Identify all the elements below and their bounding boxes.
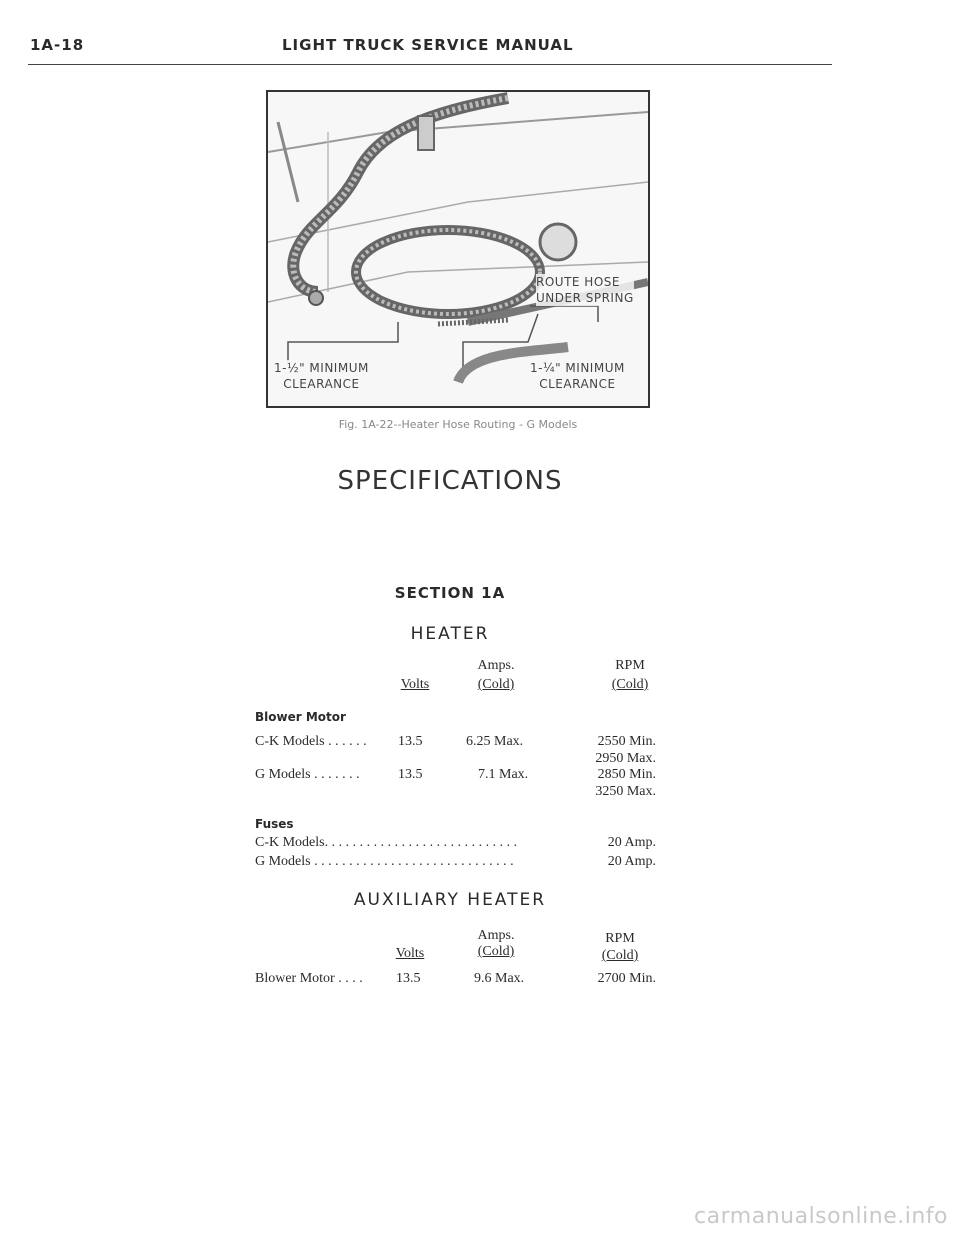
aux-col-volts: Volts [395, 946, 425, 961]
callout-route-hose: ROUTE HOSE UNDER SPRING [536, 275, 634, 305]
aux-col-rpm-1: RPM [605, 931, 635, 946]
heater-row-volts: 13.5 [398, 767, 423, 782]
heater-row-amps: 6.25 Max. [466, 734, 524, 749]
aux-col-amps-2: (Cold) [477, 944, 515, 959]
heater-col-amps-1: Amps. [477, 658, 515, 673]
heater-row-rpm: 2850 Min. [597, 767, 656, 782]
specifications-title: SPECIFICATIONS [337, 466, 563, 496]
aux-col-amps-1: Amps. [477, 928, 515, 943]
aux-row-label: Blower Motor . . . . [255, 971, 363, 986]
aux-row-rpm: 2700 Min. [597, 971, 656, 986]
callout-left-clearance: 1-½" MINIMUM CLEARANCE [274, 361, 369, 391]
watermark: carmanualsonline.info [694, 1204, 948, 1229]
aux-row-volts: 13.5 [396, 971, 421, 986]
heater-col-volts: Volts [400, 677, 430, 692]
heater-row-rpm: 2950 Max. [595, 751, 656, 766]
page-number: 1A-18 [30, 36, 85, 54]
heater-row-volts: 13.5 [398, 734, 423, 749]
heater-col-rpm-1: RPM [615, 658, 645, 673]
heater-title: HEATER [410, 624, 490, 644]
heater-hose-illustration [268, 92, 648, 406]
heater-row-rpm: 3250 Max. [595, 784, 656, 799]
fuse-row-model: C-K Models. . . . . . . . . . . . . . . . . . . . . . . . . . . . [255, 835, 518, 850]
heater-row-model: G Models . . . . . . . [255, 767, 360, 782]
aux-row-amps: 9.6 Max. [474, 971, 525, 986]
figure-caption: Fig. 1A-22--Heater Hose Routing - G Models [338, 418, 578, 431]
fuse-row-value: 20 Amp. [607, 854, 656, 869]
heater-hose-figure [266, 90, 650, 408]
callout-right-clearance: 1-¼" MINIMUM CLEARANCE [530, 361, 625, 391]
aux-col-rpm-2: (Cold) [601, 948, 639, 963]
heater-row-amps: 7.1 Max. [478, 767, 529, 782]
blower-motor-label: Blower Motor [255, 710, 346, 724]
aux-heater-title: AUXILIARY HEATER [353, 890, 547, 910]
fuse-row-value: 20 Amp. [607, 835, 656, 850]
heater-col-rpm-2: (Cold) [611, 677, 649, 692]
heater-row-model: C-K Models . . . . . . [255, 734, 367, 749]
section-label: SECTION 1A [394, 584, 506, 602]
running-head: LIGHT TRUCK SERVICE MANUAL [282, 36, 574, 54]
heater-row-rpm: 2550 Min. [597, 734, 656, 749]
fuse-row-model: G Models . . . . . . . . . . . . . . . . . . . . . . . . . . . . . [255, 854, 514, 869]
heater-col-amps-2: (Cold) [477, 677, 515, 692]
header-rule [28, 64, 832, 65]
fuses-label: Fuses [255, 817, 294, 831]
